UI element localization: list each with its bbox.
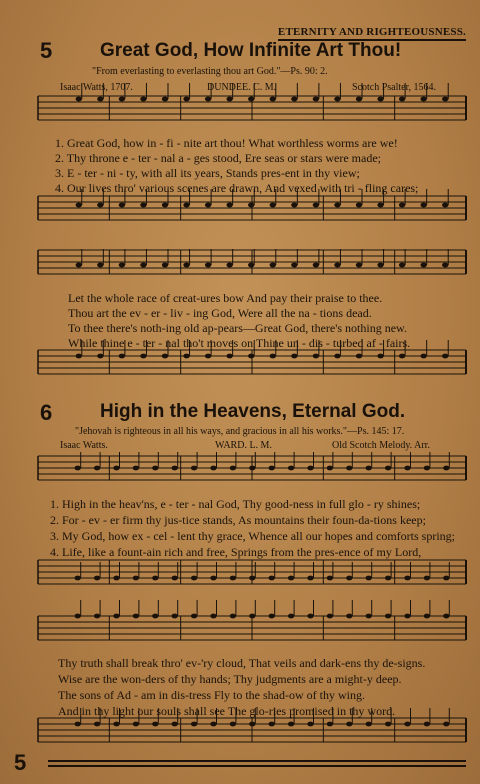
author: Isaac Watts. bbox=[60, 440, 108, 451]
lyric-line: The sons of Ad - am in dis-tress Fly to the shad-ow of thy wing. bbox=[58, 688, 365, 702]
composer: Old Scotch Melody. Arr. bbox=[332, 440, 430, 451]
lyric-line: While thine e - ter - nal tho't moves on Thine un - dis - turbed af - fairs. bbox=[68, 336, 411, 350]
page-number: 5 bbox=[14, 750, 27, 775]
lyric-line: Wise are the won-ders of thy hands; Thy judgments are a might-y deep. bbox=[58, 672, 402, 686]
lyric-line: 3. My God, how ex - cel - lent thy grace, Whence all our hopes and comforts spring; bbox=[50, 529, 455, 543]
lyric-line: 4. Life, like a fount-ain rich and free, Springs from the pres-ence of my Lord, bbox=[50, 545, 422, 559]
hymn-title: Great God, How Infinite Art Thou! bbox=[100, 40, 402, 61]
section-header: ETERNITY AND RIGHTEOUSNESS. bbox=[278, 26, 466, 41]
lyric-line: 4. Our lives thro' various scenes are drawn, And vexed with tri - fling cares; bbox=[55, 181, 419, 195]
lyric-line: Thou art the ev - er - liv - ing God, Were all the na - tions dead. bbox=[68, 306, 372, 320]
author: Isaac Watts, 1707. bbox=[60, 82, 133, 93]
tune-name: DUNDEE. C. M. bbox=[207, 82, 277, 93]
lyric-line: 3. E - ter - ni - ty, with all its years, Stands pres-ent in thy view; bbox=[55, 166, 360, 180]
scripture-reference: "From everlasting to everlasting thou art God."—Ps. 90: 2. bbox=[92, 66, 328, 77]
lyric-line: Thy truth shall break thro' ev-'ry cloud, That veils and dark-ens thy de-signs. bbox=[58, 656, 426, 670]
lyric-line: Let the whole race of creat-ures bow And pay their praise to thee. bbox=[68, 291, 383, 305]
tune-name: WARD. L. M. bbox=[215, 440, 272, 451]
lyric-line: 1. High in the heav'ns, e - ter - nal God, Thy good-ness in full glo - ry shines; bbox=[50, 497, 421, 511]
lyric-line: 1. Great God, how in - fi - nite art thou! What worthless worms are we! bbox=[55, 136, 398, 150]
lyric-line: And in thy light our souls shall see The glo-ries promised in thy word. bbox=[58, 704, 396, 718]
hymn-number: 5 bbox=[40, 38, 53, 63]
hymn-number: 6 bbox=[40, 400, 53, 425]
scripture-reference: "Jehovah is righteous in all his ways, and gracious in all his works."—Ps. 145: 17. bbox=[75, 426, 405, 437]
hymn-title: High in the Heavens, Eternal God. bbox=[100, 401, 406, 422]
composer: Scotch Psalter, 1564. bbox=[352, 82, 437, 93]
lyric-line: To thee there's noth-ing old ap-pears—Great God, there's nothing new. bbox=[68, 321, 407, 335]
lyric-line: 2. Thy throne e - ter - nal a - ges stood, Ere seas or stars were made; bbox=[55, 151, 381, 165]
lyric-line: 2. For - ev - er firm thy jus-tice stands, As mountains their foun-da-tions keep; bbox=[50, 513, 426, 527]
bottom-rule bbox=[48, 760, 466, 770]
